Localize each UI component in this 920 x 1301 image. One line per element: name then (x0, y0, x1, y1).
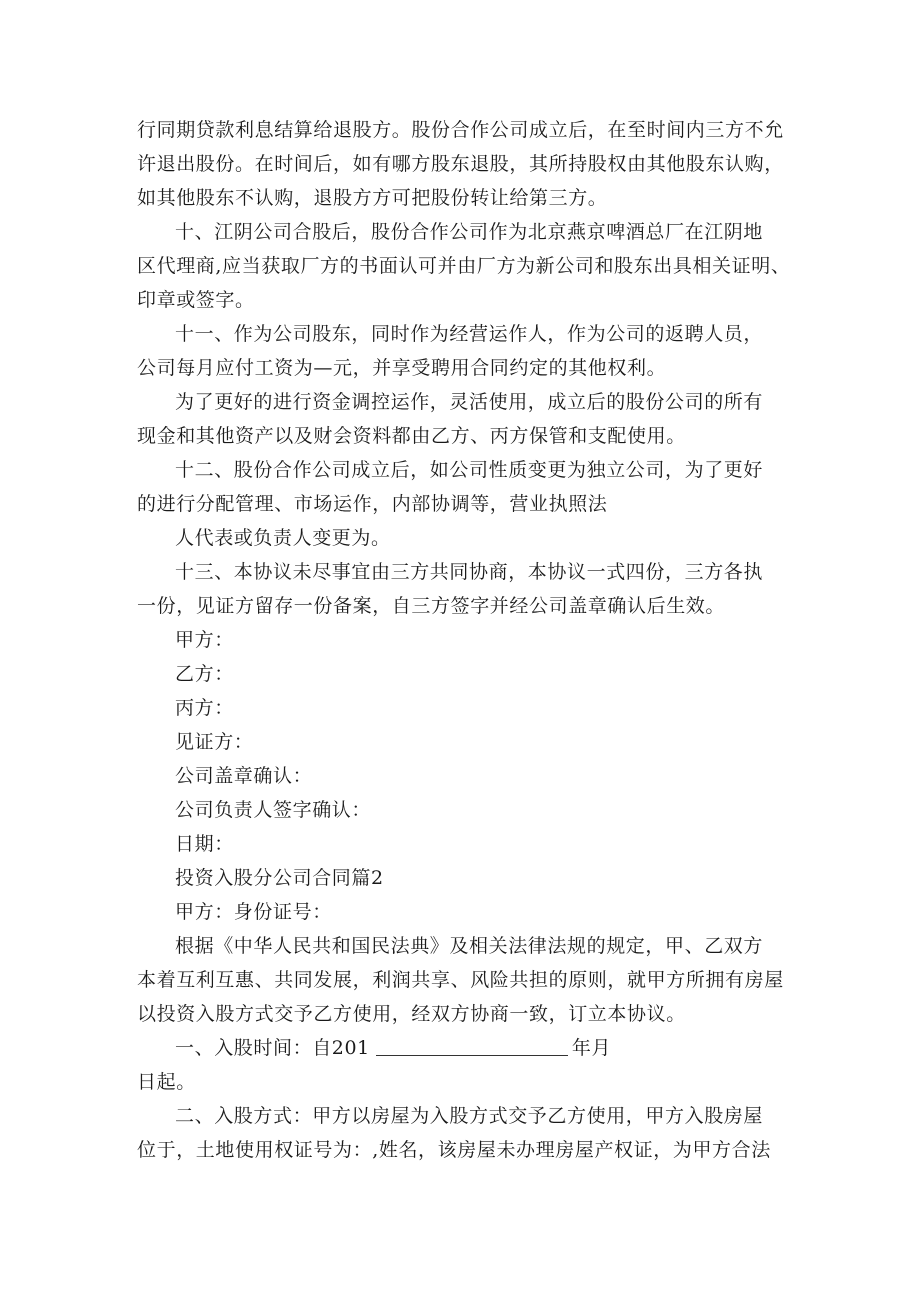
entry-time-line (175, 1035, 611, 1061)
party-a-id-line: 甲方：身份证号： (175, 901, 332, 923)
date-field: 日期： (175, 833, 234, 855)
paragraph-line: 根据《中华人民共和国民法典》及相关法律法规的规定，甲、乙双方 (175, 935, 764, 957)
signature-party-b: 乙方： (175, 663, 234, 685)
signature-witness: 见证方： (175, 731, 254, 753)
section-heading: 投资入股分公司合同篇2 (175, 867, 384, 889)
signature-party-a: 甲方： (175, 629, 234, 651)
paragraph-line: 人代表或负责人变更为。 (175, 527, 391, 549)
paragraph-line: 位于，土地使用权证号为：,姓名，该房屋未办理房屋产权证，为甲方合法 (137, 1139, 771, 1161)
paragraph-line: 以投资入股方式交予乙方使用，经双方协商一致，订立本协议。 (137, 1003, 686, 1025)
entry-time-tail: 日起。 (137, 1071, 196, 1093)
entry-time-suffix: 年月 (571, 1037, 612, 1059)
company-head-signature: 公司负责人签字确认： (175, 799, 372, 821)
paragraph-line: 行同期贷款利息结算给退股方。股份合作公司成立后，在至时间内三方不允 (137, 119, 784, 141)
paragraph-line: 十一、作为公司股东，同时作为经营运作人，作为公司的返聘人员， (175, 323, 764, 345)
company-seal-confirmation: 公司盖章确认： (175, 765, 313, 787)
paragraph-line: 为了更好的进行资金调控运作，灵活使用，成立后的股份公司的所有 (175, 391, 764, 413)
paragraph-line: 十三、本协议未尽事宜由三方共同协商，本协议一式四份，三方各执 (175, 561, 764, 583)
paragraph-line: 一份，见证方留存一份备案，自三方签字并经公司盖章确认后生效。 (137, 595, 726, 617)
paragraph-line: 十二、股份合作公司成立后，如公司性质变更为独立公司，为了更好 (175, 459, 764, 481)
paragraph-line: 印章或签字。 (137, 289, 255, 311)
paragraph-line: 二、入股方式：甲方以房屋为入股方式交予乙方使用，甲方入股房屋 (175, 1105, 764, 1127)
paragraph-line: 许退出股份。在时间后，如有哪方股东退股，其所持股权由其他股东认购， (137, 153, 784, 175)
paragraph-line: 公司每月应付工资为—元，并享受聘用合同约定的其他权利。 (137, 357, 667, 379)
entry-time-blank (376, 1037, 568, 1056)
paragraph-line: 如其他股东不认购，退股方方可把股份转让给第三方。 (137, 187, 608, 209)
paragraph-line: 现金和其他资产以及财会资料都由乙方、丙方保管和支配使用。 (137, 425, 686, 447)
paragraph-line: 的进行分配管理、市场运作，内部协调等，营业执照法 (137, 493, 608, 515)
signature-party-c: 丙方： (175, 697, 234, 719)
paragraph-line: 本着互利互惠、共同发展，利润共享、风险共担的原则，就甲方所拥有房屋 (137, 969, 784, 991)
paragraph-line: 区代理商,应当获取厂方的书面认可并由厂方为新公司和股东出具相关证明、 (137, 255, 791, 277)
paragraph-line: 十、江阴公司合股后，股份合作公司作为北京燕京啤酒总厂在江阴地 (175, 221, 764, 243)
entry-time-prefix: 一、入股时间：自201 (175, 1037, 370, 1059)
